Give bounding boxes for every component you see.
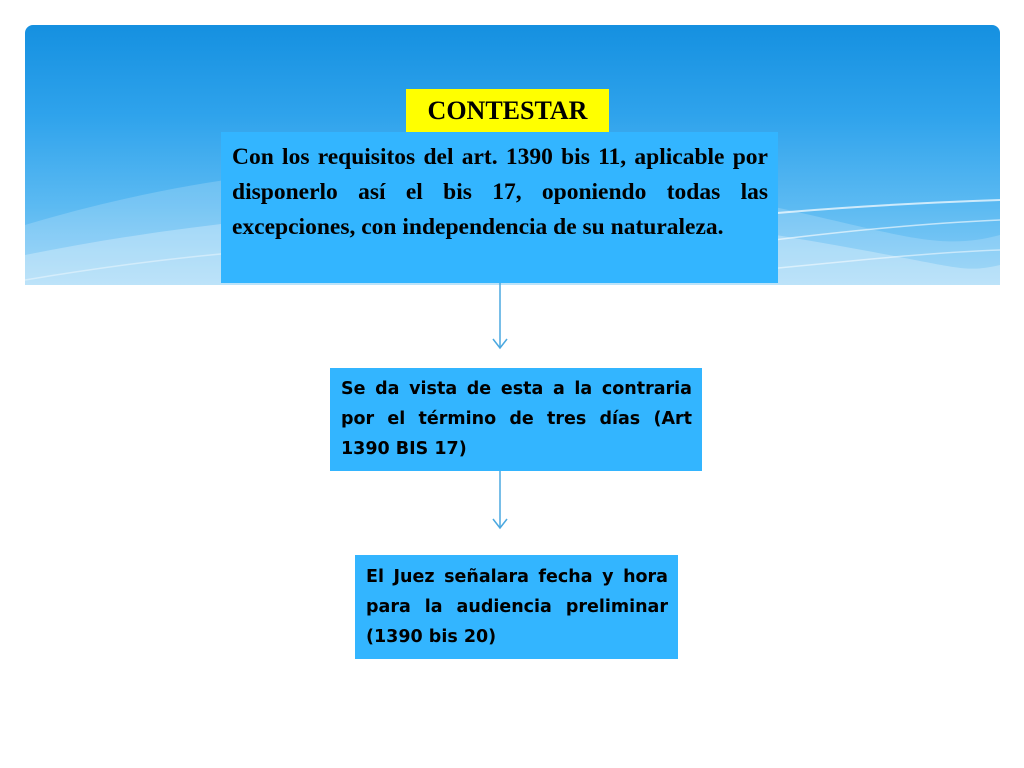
node-vista: Se da vista de esta a la contraria por el término de tres días (Art 1390 BIS 17) [330, 368, 702, 471]
arrow-requisitos-to-vista [493, 283, 507, 348]
node-juez: El Juez señalara fecha y hora para la audiencia preliminar (1390 bis 20) [355, 555, 678, 659]
node-requisitos: Con los requisitos del art. 1390 bis 11, aplicable por disponerlo así el bis 17, oponiendo todas las excepciones, con independencia de su naturaleza. [221, 132, 778, 283]
diagram-title: CONTESTAR [406, 89, 609, 133]
arrow-vista-to-juez [493, 471, 507, 528]
